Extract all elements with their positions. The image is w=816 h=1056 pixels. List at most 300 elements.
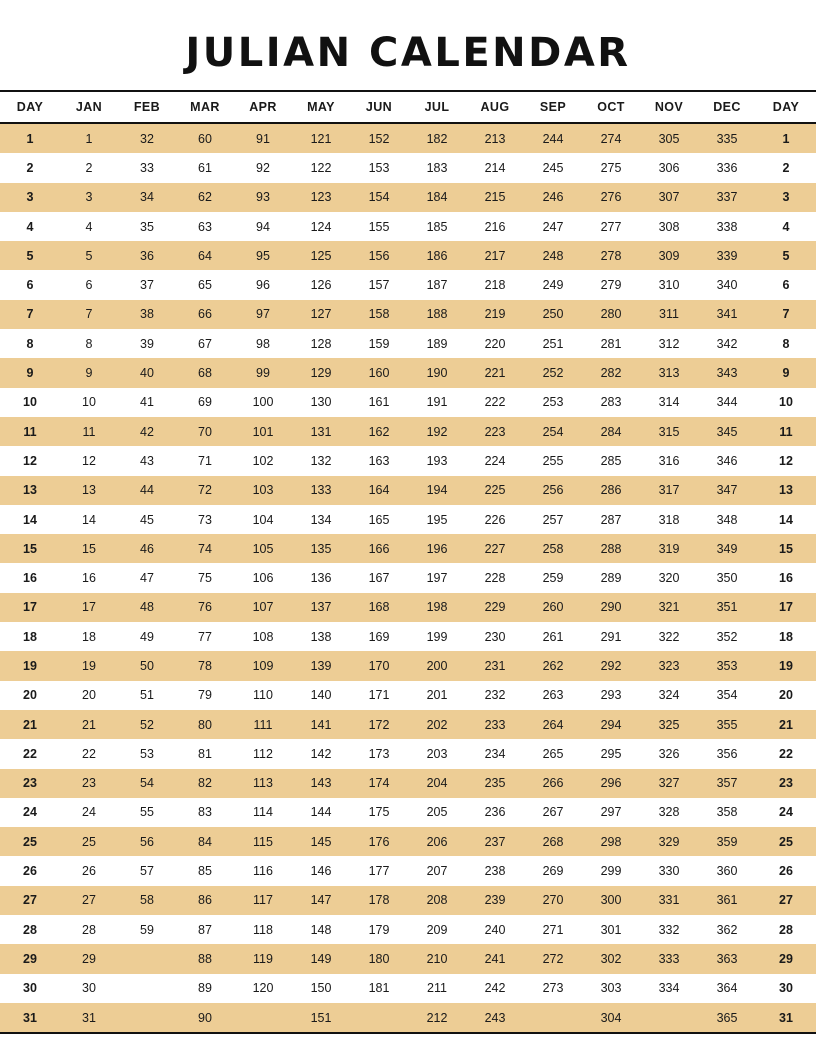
day-number-cell: 9 bbox=[0, 358, 60, 387]
julian-day-cell: 261 bbox=[524, 622, 582, 651]
julian-day-cell: 356 bbox=[698, 739, 756, 768]
julian-day-cell: 202 bbox=[408, 710, 466, 739]
julian-day-cell: 197 bbox=[408, 563, 466, 592]
julian-day-cell: 99 bbox=[234, 358, 292, 387]
julian-day-cell: 9 bbox=[60, 358, 118, 387]
day-number-cell: 25 bbox=[0, 827, 60, 856]
julian-day-cell: 306 bbox=[640, 153, 698, 182]
column-header-apr: APR bbox=[234, 91, 292, 123]
day-number-cell: 27 bbox=[0, 886, 60, 915]
julian-day-cell: 172 bbox=[350, 710, 408, 739]
julian-day-cell: 175 bbox=[350, 798, 408, 827]
julian-day-cell: 14 bbox=[60, 505, 118, 534]
day-number-cell: 28 bbox=[0, 915, 60, 944]
julian-day-cell: 176 bbox=[350, 827, 408, 856]
julian-day-cell: 242 bbox=[466, 974, 524, 1003]
julian-day-cell: 311 bbox=[640, 300, 698, 329]
julian-day-cell: 123 bbox=[292, 183, 350, 212]
julian-day-cell: 320 bbox=[640, 563, 698, 592]
julian-day-cell: 200 bbox=[408, 651, 466, 680]
julian-day-cell: 135 bbox=[292, 534, 350, 563]
day-number-cell: 16 bbox=[0, 563, 60, 592]
julian-day-cell: 94 bbox=[234, 212, 292, 241]
julian-day-cell: 82 bbox=[176, 769, 234, 798]
table-header bbox=[0, 91, 816, 123]
julian-day-cell: 256 bbox=[524, 476, 582, 505]
julian-day-cell: 342 bbox=[698, 329, 756, 358]
day-number-cell: 2 bbox=[756, 153, 816, 182]
table-row bbox=[0, 1003, 816, 1033]
julian-day-cell: 292 bbox=[582, 651, 640, 680]
julian-day-cell: 36 bbox=[118, 241, 176, 270]
julian-day-cell: 295 bbox=[582, 739, 640, 768]
julian-day-cell: 346 bbox=[698, 446, 756, 475]
julian-day-cell: 27 bbox=[60, 886, 118, 915]
julian-day-cell: 216 bbox=[466, 212, 524, 241]
julian-day-cell: 144 bbox=[292, 798, 350, 827]
julian-day-cell: 145 bbox=[292, 827, 350, 856]
day-number-cell: 5 bbox=[0, 241, 60, 270]
julian-day-cell: 323 bbox=[640, 651, 698, 680]
julian-day-cell: 194 bbox=[408, 476, 466, 505]
julian-day-cell: 262 bbox=[524, 651, 582, 680]
julian-day-cell: 96 bbox=[234, 270, 292, 299]
julian-day-cell: 107 bbox=[234, 593, 292, 622]
julian-day-cell: 89 bbox=[176, 974, 234, 1003]
julian-day-cell: 258 bbox=[524, 534, 582, 563]
julian-day-cell: 150 bbox=[292, 974, 350, 1003]
julian-day-cell: 162 bbox=[350, 417, 408, 446]
day-number-cell: 23 bbox=[0, 769, 60, 798]
julian-day-cell: 251 bbox=[524, 329, 582, 358]
julian-day-cell: 234 bbox=[466, 739, 524, 768]
julian-day-cell: 209 bbox=[408, 915, 466, 944]
table-row bbox=[0, 739, 816, 768]
julian-day-cell: 223 bbox=[466, 417, 524, 446]
julian-day-cell: 228 bbox=[466, 563, 524, 592]
julian-day-cell: 128 bbox=[292, 329, 350, 358]
julian-day-cell: 237 bbox=[466, 827, 524, 856]
julian-day-cell: 47 bbox=[118, 563, 176, 592]
julian-day-cell: 151 bbox=[292, 1003, 350, 1033]
table-row bbox=[0, 944, 816, 973]
julian-day-cell: 219 bbox=[466, 300, 524, 329]
julian-day-cell: 351 bbox=[698, 593, 756, 622]
julian-day-cell: 312 bbox=[640, 329, 698, 358]
julian-day-cell: 358 bbox=[698, 798, 756, 827]
julian-day-cell: 40 bbox=[118, 358, 176, 387]
column-header-jul: JUL bbox=[408, 91, 466, 123]
day-number-cell: 25 bbox=[756, 827, 816, 856]
julian-day-cell: 38 bbox=[118, 300, 176, 329]
julian-day-cell: 246 bbox=[524, 183, 582, 212]
julian-day-cell: 60 bbox=[176, 123, 234, 153]
julian-day-cell: 120 bbox=[234, 974, 292, 1003]
julian-day-cell: 293 bbox=[582, 681, 640, 710]
julian-day-cell: 310 bbox=[640, 270, 698, 299]
julian-day-cell: 169 bbox=[350, 622, 408, 651]
julian-day-cell: 290 bbox=[582, 593, 640, 622]
julian-day-cell: 29 bbox=[60, 944, 118, 973]
julian-day-cell: 72 bbox=[176, 476, 234, 505]
julian-day-cell: 350 bbox=[698, 563, 756, 592]
table-row bbox=[0, 710, 816, 739]
julian-day-cell: 124 bbox=[292, 212, 350, 241]
julian-day-cell: 68 bbox=[176, 358, 234, 387]
table-row bbox=[0, 358, 816, 387]
julian-day-cell: 344 bbox=[698, 388, 756, 417]
julian-day-cell: 100 bbox=[234, 388, 292, 417]
julian-day-cell: 7 bbox=[60, 300, 118, 329]
julian-day-cell bbox=[118, 974, 176, 1003]
day-number-cell: 18 bbox=[0, 622, 60, 651]
julian-day-cell: 115 bbox=[234, 827, 292, 856]
julian-day-cell: 335 bbox=[698, 123, 756, 153]
day-number-cell: 4 bbox=[756, 212, 816, 241]
julian-day-cell: 355 bbox=[698, 710, 756, 739]
julian-day-cell: 105 bbox=[234, 534, 292, 563]
julian-day-cell: 214 bbox=[466, 153, 524, 182]
julian-day-cell: 160 bbox=[350, 358, 408, 387]
julian-day-cell: 268 bbox=[524, 827, 582, 856]
column-header-sep: SEP bbox=[524, 91, 582, 123]
julian-day-cell: 92 bbox=[234, 153, 292, 182]
day-number-cell: 22 bbox=[0, 739, 60, 768]
julian-day-cell: 339 bbox=[698, 241, 756, 270]
julian-day-cell: 360 bbox=[698, 856, 756, 885]
table-row bbox=[0, 123, 816, 153]
julian-day-cell: 86 bbox=[176, 886, 234, 915]
julian-day-cell: 359 bbox=[698, 827, 756, 856]
julian-day-cell: 229 bbox=[466, 593, 524, 622]
julian-day-cell: 326 bbox=[640, 739, 698, 768]
julian-day-cell: 191 bbox=[408, 388, 466, 417]
julian-day-cell: 161 bbox=[350, 388, 408, 417]
julian-day-cell bbox=[118, 1003, 176, 1033]
julian-day-cell: 67 bbox=[176, 329, 234, 358]
julian-day-cell: 149 bbox=[292, 944, 350, 973]
julian-day-cell: 143 bbox=[292, 769, 350, 798]
day-number-cell: 22 bbox=[756, 739, 816, 768]
julian-day-cell: 322 bbox=[640, 622, 698, 651]
table-row bbox=[0, 153, 816, 182]
day-number-cell: 12 bbox=[756, 446, 816, 475]
day-number-cell: 8 bbox=[0, 329, 60, 358]
julian-day-cell: 159 bbox=[350, 329, 408, 358]
julian-day-cell: 213 bbox=[466, 123, 524, 153]
julian-day-cell: 87 bbox=[176, 915, 234, 944]
julian-day-cell: 106 bbox=[234, 563, 292, 592]
julian-day-cell: 187 bbox=[408, 270, 466, 299]
julian-day-cell: 357 bbox=[698, 769, 756, 798]
julian-day-cell: 185 bbox=[408, 212, 466, 241]
julian-day-cell: 181 bbox=[350, 974, 408, 1003]
julian-day-cell: 3 bbox=[60, 183, 118, 212]
julian-day-cell: 308 bbox=[640, 212, 698, 241]
day-number-cell: 6 bbox=[756, 270, 816, 299]
julian-day-cell: 345 bbox=[698, 417, 756, 446]
julian-day-cell: 153 bbox=[350, 153, 408, 182]
julian-day-cell: 6 bbox=[60, 270, 118, 299]
julian-day-cell: 170 bbox=[350, 651, 408, 680]
table-row bbox=[0, 505, 816, 534]
julian-day-cell: 104 bbox=[234, 505, 292, 534]
day-number-cell: 13 bbox=[756, 476, 816, 505]
header-row bbox=[0, 91, 816, 123]
julian-day-cell: 141 bbox=[292, 710, 350, 739]
julian-day-cell: 46 bbox=[118, 534, 176, 563]
day-number-cell: 9 bbox=[756, 358, 816, 387]
julian-day-cell: 52 bbox=[118, 710, 176, 739]
julian-day-cell: 274 bbox=[582, 123, 640, 153]
julian-day-cell: 266 bbox=[524, 769, 582, 798]
julian-day-cell: 79 bbox=[176, 681, 234, 710]
julian-day-cell: 22 bbox=[60, 739, 118, 768]
day-number-cell: 14 bbox=[756, 505, 816, 534]
julian-day-cell: 283 bbox=[582, 388, 640, 417]
julian-day-cell: 118 bbox=[234, 915, 292, 944]
table-row bbox=[0, 798, 816, 827]
julian-day-cell: 90 bbox=[176, 1003, 234, 1033]
table-row bbox=[0, 183, 816, 212]
julian-day-cell: 39 bbox=[118, 329, 176, 358]
julian-day-cell: 119 bbox=[234, 944, 292, 973]
julian-day-cell: 252 bbox=[524, 358, 582, 387]
julian-day-cell: 31 bbox=[60, 1003, 118, 1033]
julian-day-cell: 253 bbox=[524, 388, 582, 417]
julian-day-cell: 165 bbox=[350, 505, 408, 534]
day-number-cell: 7 bbox=[0, 300, 60, 329]
julian-day-cell: 4 bbox=[60, 212, 118, 241]
julian-day-cell: 281 bbox=[582, 329, 640, 358]
julian-day-cell: 341 bbox=[698, 300, 756, 329]
julian-day-cell bbox=[640, 1003, 698, 1033]
day-number-cell: 28 bbox=[756, 915, 816, 944]
day-number-cell: 17 bbox=[756, 593, 816, 622]
julian-day-cell: 300 bbox=[582, 886, 640, 915]
julian-day-cell: 336 bbox=[698, 153, 756, 182]
julian-day-cell: 362 bbox=[698, 915, 756, 944]
julian-day-cell: 70 bbox=[176, 417, 234, 446]
julian-day-cell: 134 bbox=[292, 505, 350, 534]
julian-day-cell: 347 bbox=[698, 476, 756, 505]
julian-day-cell: 18 bbox=[60, 622, 118, 651]
julian-day-cell: 177 bbox=[350, 856, 408, 885]
julian-day-cell: 30 bbox=[60, 974, 118, 1003]
julian-day-cell: 56 bbox=[118, 827, 176, 856]
table-row bbox=[0, 974, 816, 1003]
julian-day-cell: 294 bbox=[582, 710, 640, 739]
day-number-cell: 17 bbox=[0, 593, 60, 622]
julian-day-cell: 179 bbox=[350, 915, 408, 944]
julian-day-cell: 63 bbox=[176, 212, 234, 241]
table-row bbox=[0, 270, 816, 299]
julian-day-cell: 17 bbox=[60, 593, 118, 622]
julian-day-cell: 273 bbox=[524, 974, 582, 1003]
day-number-cell: 1 bbox=[0, 123, 60, 153]
julian-day-cell: 34 bbox=[118, 183, 176, 212]
julian-day-cell: 269 bbox=[524, 856, 582, 885]
julian-day-cell: 48 bbox=[118, 593, 176, 622]
julian-day-cell: 319 bbox=[640, 534, 698, 563]
julian-day-cell: 218 bbox=[466, 270, 524, 299]
day-number-cell: 24 bbox=[0, 798, 60, 827]
julian-day-cell: 32 bbox=[118, 123, 176, 153]
day-number-cell: 20 bbox=[0, 681, 60, 710]
julian-day-cell: 23 bbox=[60, 769, 118, 798]
julian-day-cell: 8 bbox=[60, 329, 118, 358]
julian-day-cell: 61 bbox=[176, 153, 234, 182]
julian-day-cell: 276 bbox=[582, 183, 640, 212]
julian-day-cell: 226 bbox=[466, 505, 524, 534]
julian-day-cell: 131 bbox=[292, 417, 350, 446]
julian-day-cell: 5 bbox=[60, 241, 118, 270]
julian-day-cell: 51 bbox=[118, 681, 176, 710]
julian-day-cell: 302 bbox=[582, 944, 640, 973]
julian-day-cell: 361 bbox=[698, 886, 756, 915]
table-row bbox=[0, 212, 816, 241]
day-number-cell: 18 bbox=[756, 622, 816, 651]
julian-day-cell: 154 bbox=[350, 183, 408, 212]
julian-day-cell: 277 bbox=[582, 212, 640, 241]
day-number-cell: 12 bbox=[0, 446, 60, 475]
julian-day-cell bbox=[524, 1003, 582, 1033]
julian-day-cell: 343 bbox=[698, 358, 756, 387]
julian-day-cell: 81 bbox=[176, 739, 234, 768]
day-number-cell: 15 bbox=[756, 534, 816, 563]
julian-day-cell: 76 bbox=[176, 593, 234, 622]
table-body bbox=[0, 123, 816, 1033]
julian-day-cell: 113 bbox=[234, 769, 292, 798]
day-number-cell: 29 bbox=[0, 944, 60, 973]
julian-day-cell: 225 bbox=[466, 476, 524, 505]
julian-day-cell: 334 bbox=[640, 974, 698, 1003]
table-row bbox=[0, 241, 816, 270]
julian-day-cell: 64 bbox=[176, 241, 234, 270]
day-number-cell: 20 bbox=[756, 681, 816, 710]
julian-day-cell: 127 bbox=[292, 300, 350, 329]
table-row bbox=[0, 329, 816, 358]
julian-day-cell: 338 bbox=[698, 212, 756, 241]
julian-day-cell: 122 bbox=[292, 153, 350, 182]
julian-day-cell: 331 bbox=[640, 886, 698, 915]
column-header-dec: DEC bbox=[698, 91, 756, 123]
column-header-feb: FEB bbox=[118, 91, 176, 123]
julian-day-cell: 93 bbox=[234, 183, 292, 212]
day-number-cell: 3 bbox=[0, 183, 60, 212]
julian-day-cell: 186 bbox=[408, 241, 466, 270]
julian-day-cell: 270 bbox=[524, 886, 582, 915]
table-row bbox=[0, 563, 816, 592]
julian-day-cell: 58 bbox=[118, 886, 176, 915]
table-row bbox=[0, 915, 816, 944]
julian-day-cell: 126 bbox=[292, 270, 350, 299]
day-number-cell: 4 bbox=[0, 212, 60, 241]
julian-day-cell: 109 bbox=[234, 651, 292, 680]
julian-day-cell: 264 bbox=[524, 710, 582, 739]
julian-day-cell: 329 bbox=[640, 827, 698, 856]
column-header-day-right: DAY bbox=[756, 91, 816, 123]
julian-day-cell: 365 bbox=[698, 1003, 756, 1033]
julian-day-cell: 190 bbox=[408, 358, 466, 387]
julian-day-cell: 199 bbox=[408, 622, 466, 651]
julian-day-cell: 337 bbox=[698, 183, 756, 212]
julian-day-cell: 129 bbox=[292, 358, 350, 387]
day-number-cell: 30 bbox=[0, 974, 60, 1003]
julian-day-cell: 231 bbox=[466, 651, 524, 680]
julian-day-cell: 235 bbox=[466, 769, 524, 798]
julian-day-cell: 168 bbox=[350, 593, 408, 622]
day-number-cell: 21 bbox=[756, 710, 816, 739]
julian-day-cell: 157 bbox=[350, 270, 408, 299]
day-number-cell: 10 bbox=[756, 388, 816, 417]
julian-day-cell: 138 bbox=[292, 622, 350, 651]
julian-day-cell: 340 bbox=[698, 270, 756, 299]
julian-day-cell: 137 bbox=[292, 593, 350, 622]
julian-day-cell: 275 bbox=[582, 153, 640, 182]
julian-day-cell: 171 bbox=[350, 681, 408, 710]
julian-day-cell: 327 bbox=[640, 769, 698, 798]
day-number-cell: 3 bbox=[756, 183, 816, 212]
julian-day-cell: 78 bbox=[176, 651, 234, 680]
julian-day-cell: 303 bbox=[582, 974, 640, 1003]
julian-day-cell: 314 bbox=[640, 388, 698, 417]
julian-day-cell: 152 bbox=[350, 123, 408, 153]
julian-day-cell: 265 bbox=[524, 739, 582, 768]
julian-day-cell: 85 bbox=[176, 856, 234, 885]
julian-day-cell: 249 bbox=[524, 270, 582, 299]
julian-day-cell: 325 bbox=[640, 710, 698, 739]
julian-day-cell: 65 bbox=[176, 270, 234, 299]
julian-day-cell: 298 bbox=[582, 827, 640, 856]
julian-day-cell: 279 bbox=[582, 270, 640, 299]
julian-day-cell: 315 bbox=[640, 417, 698, 446]
julian-day-cell: 207 bbox=[408, 856, 466, 885]
day-number-cell: 19 bbox=[0, 651, 60, 680]
julian-day-cell: 250 bbox=[524, 300, 582, 329]
julian-day-cell: 155 bbox=[350, 212, 408, 241]
julian-day-cell: 257 bbox=[524, 505, 582, 534]
julian-day-cell: 348 bbox=[698, 505, 756, 534]
julian-day-cell: 297 bbox=[582, 798, 640, 827]
column-header-aug: AUG bbox=[466, 91, 524, 123]
julian-day-cell: 148 bbox=[292, 915, 350, 944]
julian-day-cell: 45 bbox=[118, 505, 176, 534]
julian-day-cell: 164 bbox=[350, 476, 408, 505]
column-header-day: DAY bbox=[0, 91, 60, 123]
julian-day-cell: 139 bbox=[292, 651, 350, 680]
day-number-cell: 11 bbox=[0, 417, 60, 446]
julian-day-cell: 227 bbox=[466, 534, 524, 563]
julian-day-cell: 299 bbox=[582, 856, 640, 885]
julian-day-cell: 301 bbox=[582, 915, 640, 944]
julian-day-cell: 206 bbox=[408, 827, 466, 856]
day-number-cell: 19 bbox=[756, 651, 816, 680]
julian-day-cell: 241 bbox=[466, 944, 524, 973]
julian-day-cell: 77 bbox=[176, 622, 234, 651]
julian-day-cell: 313 bbox=[640, 358, 698, 387]
day-number-cell: 1 bbox=[756, 123, 816, 153]
day-number-cell: 5 bbox=[756, 241, 816, 270]
table-row bbox=[0, 300, 816, 329]
julian-day-cell: 230 bbox=[466, 622, 524, 651]
julian-day-cell: 83 bbox=[176, 798, 234, 827]
julian-day-cell: 208 bbox=[408, 886, 466, 915]
day-number-cell: 21 bbox=[0, 710, 60, 739]
julian-day-cell bbox=[118, 944, 176, 973]
julian-day-cell: 248 bbox=[524, 241, 582, 270]
julian-day-cell: 13 bbox=[60, 476, 118, 505]
